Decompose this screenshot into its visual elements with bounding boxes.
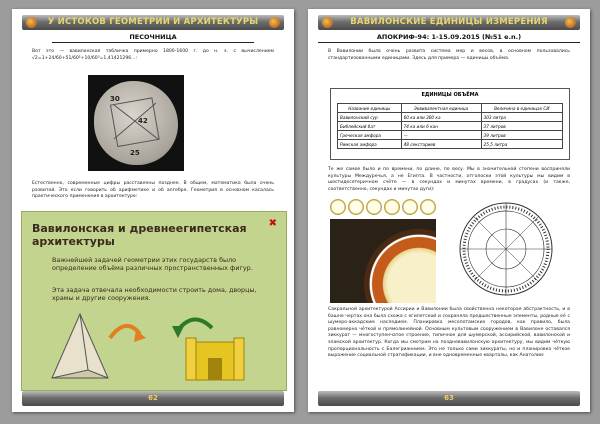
right-page	[308, 9, 590, 412]
degree-circle-diagram	[446, 199, 566, 299]
header-bar	[22, 15, 284, 30]
paragraph: В Вавилонии была очень развита система мер и весов, в основном пользовались стандартизованными единицами. Здесь для примера — единицы объёма.	[328, 49, 570, 61]
tablet-number: 25	[130, 149, 140, 157]
section-title: ПЕСОЧНИЦА	[52, 33, 254, 43]
table-row	[338, 113, 563, 122]
tablet-number: 42	[138, 117, 148, 125]
table-cell: 39 литров	[481, 131, 562, 140]
table-row	[338, 122, 563, 131]
units-table	[330, 88, 570, 160]
table-row	[338, 131, 563, 140]
architecture-illustrations	[22, 308, 286, 388]
section-title: АПОКРИФ-94: 1-15.09.2015 (№51 e.n.)	[318, 33, 580, 43]
table-cell: Вавилонский сур	[338, 113, 402, 122]
header-title: У ИСТОКОВ ГЕОМЕТРИИ И АРХИТЕКТУРЫ	[47, 17, 259, 27]
clock-icon	[366, 199, 382, 215]
clock-icon	[420, 199, 436, 215]
clock-icon	[384, 199, 400, 215]
table-title: ЕДИНИЦЫ ОБЪЁМА	[421, 92, 479, 98]
clock-icon	[402, 199, 418, 215]
header-title: ВАВИЛОНСКИЕ ЕДИНИЦЫ ИЗМЕРЕНИЯ	[350, 17, 548, 27]
paragraph: Те же самое было и по времени, по длине, по весу. Мы в значительной степени восприняли культуры Междуречья, а не Египта. В частности, отголоски этой культуры мы видим в шестидесятеричном счёте — в секундах и минутах времени, в градусах (и также, соответственно, секундах и минутах дуги):	[328, 167, 570, 192]
page-number: 62	[148, 394, 158, 402]
table-header: Эквивалентная единица	[401, 104, 481, 113]
table-cell: Римская амфора	[338, 140, 402, 149]
slide-text: Важнейшей задачей геометрии этих государств было определение объёма различных пространственных фигур.	[52, 256, 253, 272]
babylonian-tablet-photo	[88, 75, 184, 171]
table-cell: Библейский бат	[338, 122, 402, 131]
left-page	[12, 9, 294, 412]
footer-bar	[318, 391, 580, 406]
clock-row	[330, 199, 434, 219]
table-cell: 25,5 литра	[481, 140, 562, 149]
paragraph: Естественно, современные цифры расставлены позднее. В общем, математика была очень развитой. Это если говорить об арифметике и об алгебре. Геометрия в основном касалась практического применения в архитектуре:	[32, 181, 274, 200]
emblem-icon	[269, 17, 280, 28]
table-header-row	[338, 104, 563, 113]
clock-icon	[330, 199, 346, 215]
emblem-icon	[565, 17, 576, 28]
table-cell: Греческая амфора	[338, 131, 402, 140]
table-row	[338, 140, 563, 149]
table-cell: 48 секстариев	[401, 140, 481, 149]
tablet-number: 30	[110, 95, 120, 103]
paragraph: Сакральной архитектурой Ассирии и Вавилонии была свойственна некоторая абстрактность, и в башне чертах она была схожа с египетской и сохраняла предшественные элементы, родные её с шумеро-аккадским наследием. Планировка месопотамских городов, как правило, была равномерно чёткой и прямолинейной. Основным культовым сооружением в Вавилоне оставался зиккурат — многоступенчатое строение, типичное для шумерской, ассирийской, вавилонской и эламской архитектур. Когда мы смотрим на поздневавилонскую архитектуру, мы видим чёткую пропорциональность с Балегрианнием. Это не только сами зиккураты, но и планировка чёткое выражение социальной стратификации, и вне одновременные кварталы, как Анатолии:	[328, 307, 570, 359]
slide-text: Эта задача отвечала необходимости строить дома, дворцы, храмы и другие сооружения.	[52, 286, 257, 302]
sundial-photo	[330, 219, 436, 303]
presentation-slide	[21, 211, 287, 391]
slide-title: Вавилонская и древнеегипетская архитектуры	[32, 222, 247, 248]
table-header: Величина в единицах СИ	[481, 104, 562, 113]
page-number: 63	[444, 394, 454, 402]
clock-icon	[348, 199, 364, 215]
table-cell: 74 ка или 6 кан	[401, 122, 481, 131]
close-icon[interactable]: ✖	[268, 218, 277, 229]
table-cell: 60 ка или 300 ка	[401, 113, 481, 122]
table-header: Название единицы	[338, 104, 402, 113]
table-cell: 37 литров	[481, 122, 562, 131]
footer-bar	[22, 391, 284, 406]
table-cell: —	[401, 131, 481, 140]
table-cell: 303 литра	[481, 113, 562, 122]
header-bar	[318, 15, 580, 30]
paragraph: Вот это — вавилонская табличка примерно 1800-1600 г. до н. э. с вычислением √2=1+24/60+51/60²+10/60³=1,41421296...:	[32, 49, 274, 61]
